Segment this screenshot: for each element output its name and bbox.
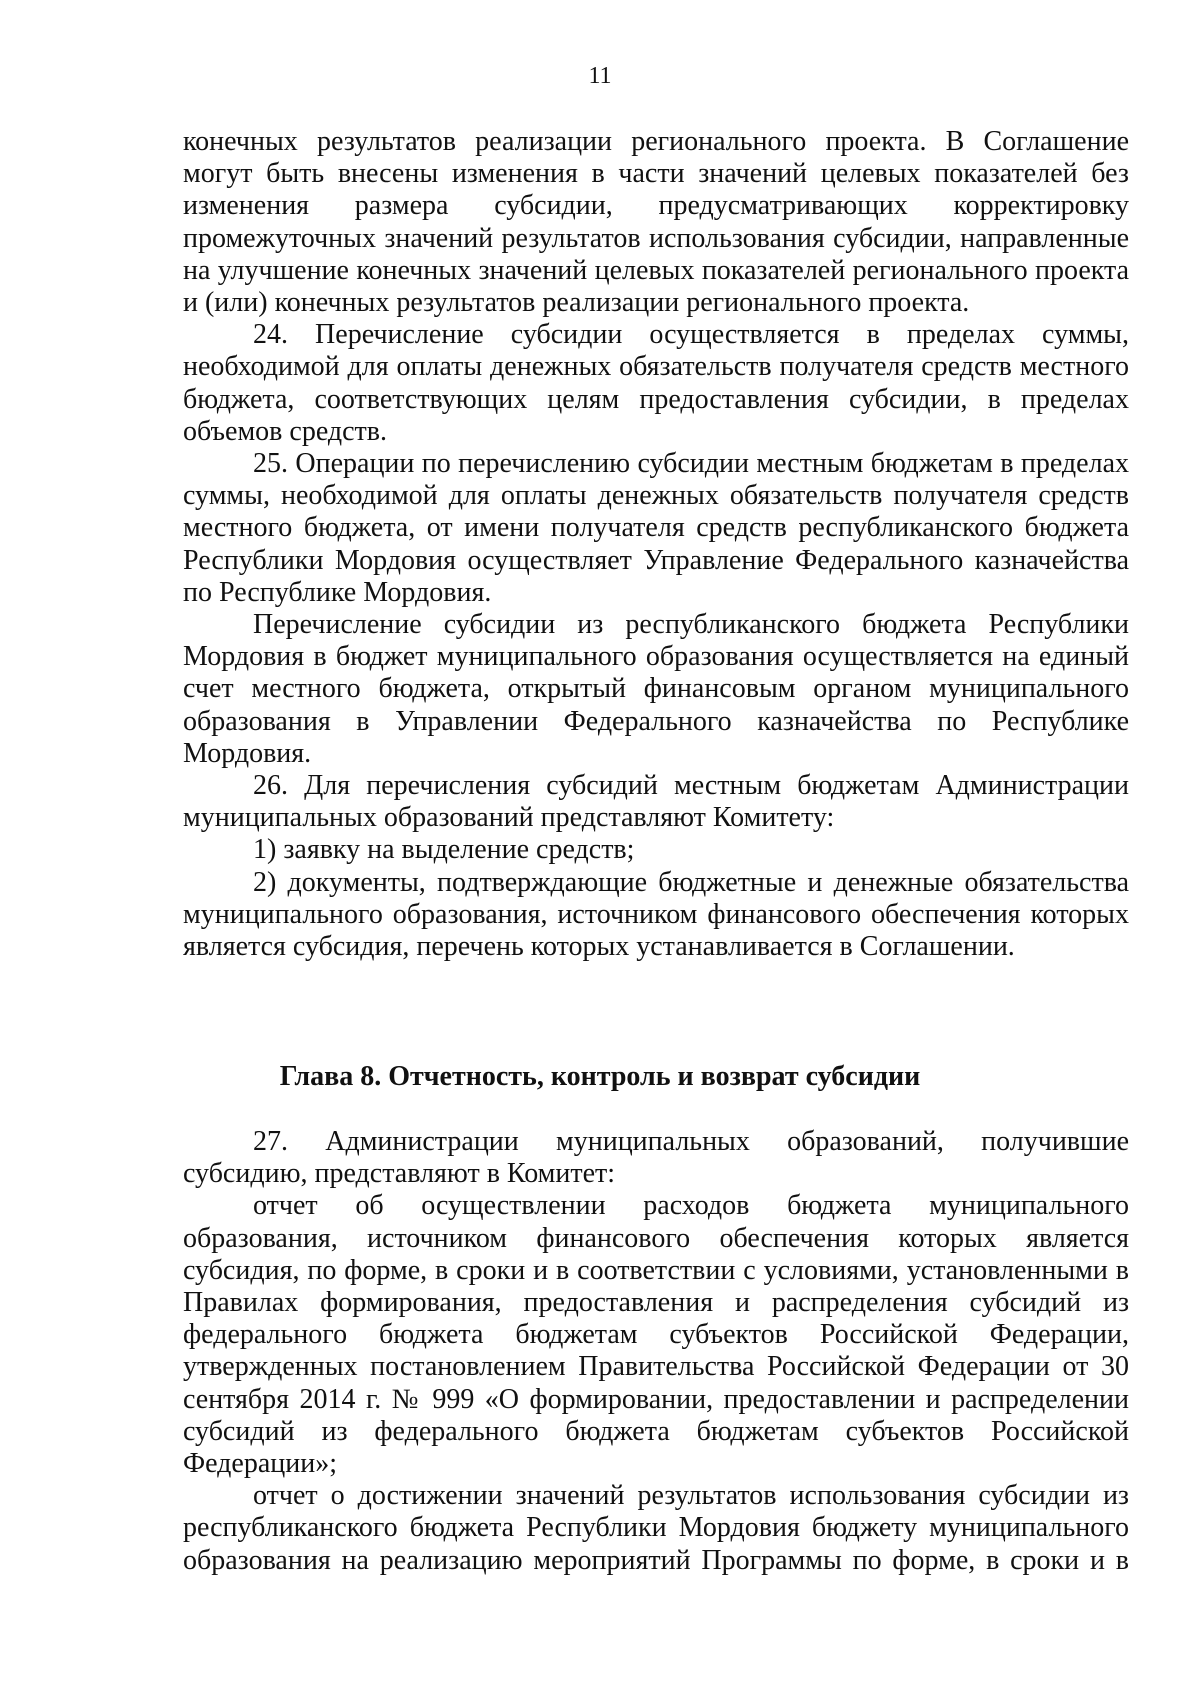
document-body-bottom — [183, 1126, 1129, 1577]
paragraph-item-24: 24. Перечисление субсидии осуществляется в пределах суммы, необходимой для оплаты денежных обязательств получателя средств местного бюджета, соответствующих целям предоставления субсидии, в пределах объемов средств. — [183, 319, 1129, 447]
chapter-title: Глава 8. Отчетность, контроль и возврат субсидии — [279, 1061, 921, 1092]
paragraph-continuation: конечных результатов реализации регионального проекта. В Соглашение могут быть внесены изменения в части значений целевых показателей без изменения размера субсидии, предусматривающих корректировку промежуточных значений результатов использования субсидии, направленные на улучшение конечных значений целевых показателей регионального проекта и (или) конечных результатов реализации регионального проекта. — [183, 126, 1129, 319]
list-item-1: 1) заявку на выделение средств; — [253, 834, 635, 866]
paragraph-item-27: 27. Администрации муниципальных образований, получившие субсидию, представляют в Комитет: — [183, 1126, 1129, 1190]
list-item-2: 2) документы, подтверждающие бюджетные и денежные обязательства муниципального образования, источником финансового обеспечения которых является субсидия, перечень которых устанавливается в Соглашении. — [183, 866, 1129, 963]
document-body-top — [183, 126, 1129, 963]
page-number: 11 — [588, 63, 612, 89]
paragraph-item-25: 25. Операции по перечислению субсидии местным бюджетам в пределах суммы, необходимой для оплаты денежных обязательств получателя средств местного бюджета, от имени получателя средств республиканского бюджета Республики Мордовия осуществляет Управление Федерального казначейства по Республике Мордовия. — [183, 448, 1129, 608]
paragraph-item-26: 26. Для перечисления субсидий местным бюджетам Администрации муниципальных образований представляют Комитету: — [183, 770, 1129, 834]
paragraph-expense-report: отчет об осуществлении расходов бюджета муниципального образования, источником финансового обеспечения которых является субсидия, по форме, в сроки и в соответствии с условиями, установленными в Правилах формирования, предоставления и распределения субсидий из федерального бюджета бюджетам субъектов Российской Федерации, утвержденных постановлением Правительства Российской Федерации от 30 сентября 2014 г. № 999 «О формировании, предоставлении и распределении субсидий из федерального бюджета бюджетам субъектов Российской Федерации»; — [183, 1190, 1129, 1480]
paragraph-transfer: Перечисление субсидии из республиканского бюджета Республики Мордовия в бюджет муниципального образования осуществляется на единый счет местного бюджета, открытый финансовым органом муниципального образования в Управлении Федерального казначейства по Республике Мордовия. — [183, 609, 1129, 769]
paragraph-results-report: отчет о достижении значений результатов использования субсидии из республиканского бюджета Республики Мордовия бюджету муниципального образования на реализацию мероприятий Программы по форме, в сроки и в — [183, 1480, 1129, 1576]
